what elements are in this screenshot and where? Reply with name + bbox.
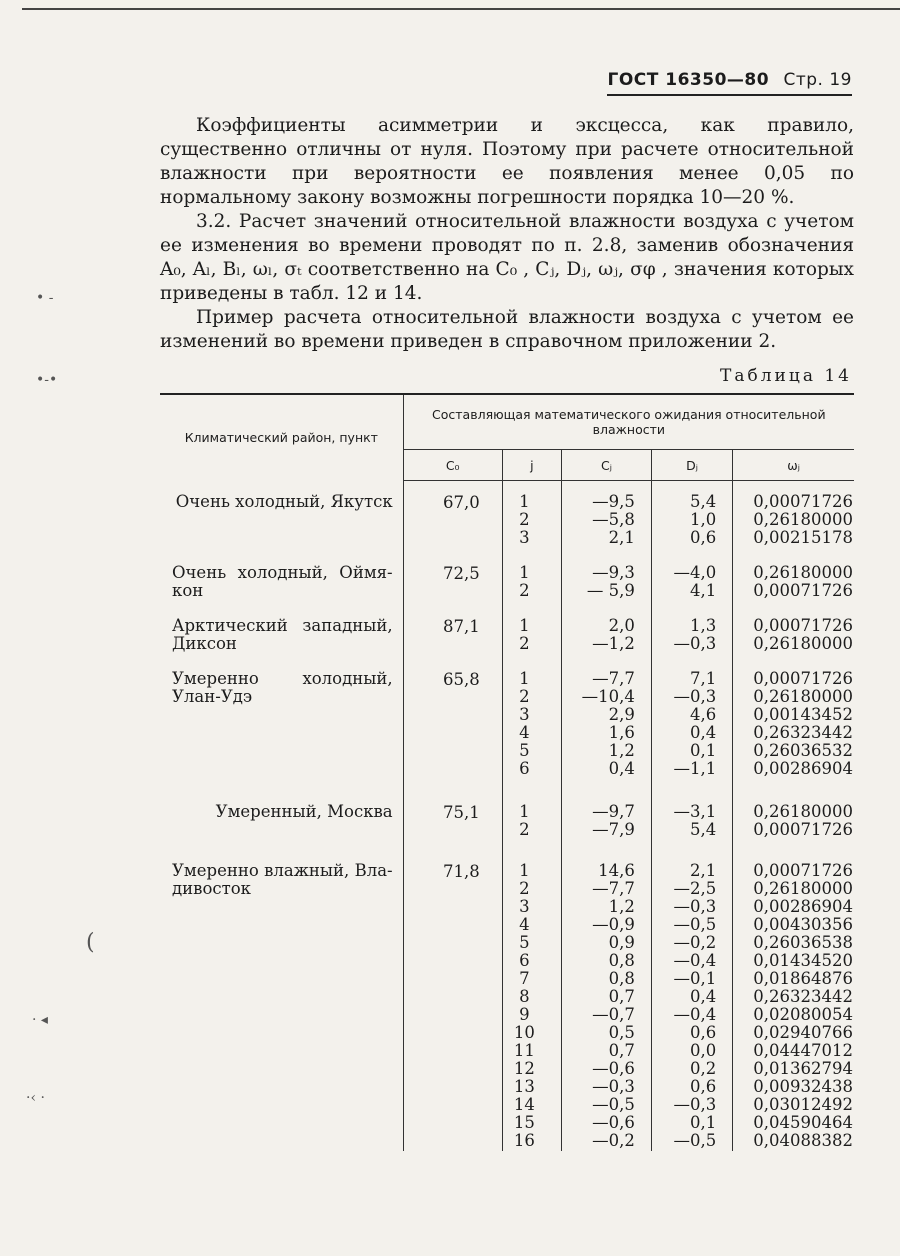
wj-cell [733, 481, 854, 549]
region-name-line-1: Умеренно влажный, Вла- [172, 861, 393, 880]
cj-value: —7,7 [592, 879, 635, 898]
dj-value: —0,3 [673, 1095, 717, 1114]
cj-value: 0,4 [608, 759, 635, 778]
dj-value: —0,5 [673, 915, 717, 934]
wj-value: 0,26036538 [753, 933, 853, 952]
col-header-cj: Cⱼ [562, 450, 652, 481]
region-cell [160, 779, 403, 840]
region-column-header: Климатический район, пункт [160, 394, 403, 481]
cj-value: 0,7 [608, 987, 635, 1006]
j-value: 11 [513, 1041, 535, 1060]
region-name [172, 564, 393, 600]
c0-value: 67,0 [442, 493, 480, 512]
cj-value: —0,6 [592, 1059, 635, 1078]
cj-value: 0,5 [608, 1023, 635, 1042]
col-header-c0: C₀ [403, 450, 502, 481]
c0-cell [403, 779, 502, 840]
j-value: 5 [519, 741, 530, 760]
j-value: 1 [519, 861, 530, 880]
j-value: 2 [519, 581, 530, 600]
j-value: 13 [513, 1077, 535, 1096]
j-cell [502, 654, 561, 779]
wj-value: 0,02940766 [753, 1023, 853, 1042]
dj-value: —0,3 [673, 897, 717, 916]
cj-value: —7,7 [592, 669, 635, 688]
j-value: 4 [519, 723, 530, 742]
dj-value: 5,4 [690, 820, 717, 839]
wj-value: 0,26180000 [753, 879, 853, 898]
dj-value: 0,4 [690, 987, 717, 1006]
cj-value: —0,7 [592, 1005, 635, 1024]
table-row [160, 481, 854, 549]
j-value: 9 [519, 1005, 530, 1024]
cj-cell [562, 481, 652, 549]
j-cell [502, 840, 561, 1151]
dj-value: —0,4 [673, 951, 717, 970]
cj-value: 0,8 [608, 969, 635, 988]
wj-cell [733, 840, 854, 1151]
table-row [160, 779, 854, 840]
region-name [172, 803, 393, 821]
c0-value: 71,8 [442, 862, 480, 881]
dj-value: 7,1 [690, 669, 717, 688]
region-name-line-2: кон [172, 581, 204, 600]
cj-value: —0,9 [592, 915, 635, 934]
wj-value: 0,26180000 [753, 510, 853, 529]
wj-value: 0,00932438 [753, 1077, 853, 1096]
j-value: 8 [519, 987, 530, 1006]
wj-value: 0,26036532 [753, 741, 853, 760]
region-name-line-1: Арктический западный, [172, 616, 393, 635]
table-row [160, 548, 854, 601]
body-text [160, 114, 854, 354]
dj-value: 0,6 [690, 528, 717, 547]
j-value: 10 [513, 1023, 535, 1042]
wj-value: 0,26323442 [753, 987, 853, 1006]
scan-mark: ·‹ · [26, 1090, 45, 1106]
wj-value: 0,04447012 [753, 1041, 853, 1060]
cj-cell [562, 840, 652, 1151]
table-row [160, 601, 854, 654]
region-name-line-1: Очень холодный, Оймя- [172, 563, 393, 582]
wj-value: 0,01434520 [753, 951, 853, 970]
dj-cell [651, 840, 732, 1151]
group-column-header: Составляющая математического ожидания относительной влажности [403, 394, 854, 450]
cj-value: 0,9 [608, 933, 635, 952]
scan-mark: · ◂ [32, 1012, 48, 1028]
page-number: Стр. 19 [783, 70, 852, 90]
dj-cell [651, 779, 732, 840]
wj-value: 0,02080054 [753, 1005, 853, 1024]
wj-cell [733, 548, 854, 601]
j-value: 7 [519, 969, 530, 988]
c0-value: 72,5 [442, 564, 480, 583]
j-value: 1 [519, 669, 530, 688]
region-name-line-1: Умеренно холодный, [172, 669, 393, 688]
region-name [172, 862, 393, 898]
paragraph-1: Коэффициенты асимметрии и эксцесса, как правило, существенно отличны от нуля. Поэтому при расчете относительной влажности при вероятности ее появления менее 0,05 по нормальному закону возможны погрешности порядка 10—20 %. [160, 115, 854, 208]
cj-value: 1,6 [608, 723, 635, 742]
wj-value: 0,00071726 [753, 820, 853, 839]
j-value: 2 [519, 510, 530, 529]
j-value: 3 [519, 705, 530, 724]
wj-value: 0,00286904 [753, 897, 853, 916]
c0-cell [403, 601, 502, 654]
j-cell [502, 601, 561, 654]
cj-value: — 5,9 [586, 581, 635, 600]
region-cell [160, 481, 403, 549]
wj-value: 0,00071726 [753, 492, 853, 511]
scan-mark: ( [86, 930, 95, 955]
region-cell [160, 548, 403, 601]
wj-cell [733, 601, 854, 654]
wj-value: 0,03012492 [753, 1095, 853, 1114]
table-row [160, 654, 854, 779]
dj-cell [651, 481, 732, 549]
scan-mark: • - [36, 290, 54, 306]
wj-value: 0,26180000 [753, 634, 853, 653]
wj-value: 0,26323442 [753, 723, 853, 742]
region-cell [160, 840, 403, 1151]
wj-cell [733, 654, 854, 779]
cj-value: —1,2 [592, 634, 635, 653]
table-body [160, 481, 854, 1152]
cj-value: —5,8 [592, 510, 635, 529]
j-value: 5 [519, 933, 530, 952]
wj-value: 0,26180000 [753, 563, 853, 582]
wj-cell [733, 779, 854, 840]
dj-value: —0,1 [673, 969, 717, 988]
wj-value: 0,04590464 [753, 1113, 853, 1132]
table-row [160, 840, 854, 1151]
cj-value: —0,2 [592, 1131, 635, 1150]
dj-value: —0,2 [673, 933, 717, 952]
cj-value: 2,9 [608, 705, 635, 724]
wj-value: 0,01864876 [753, 969, 853, 988]
j-cell [502, 779, 561, 840]
dj-value: —2,5 [673, 879, 717, 898]
dj-value: 0,6 [690, 1023, 717, 1042]
region-name-line-1: Умеренный, Москва [215, 802, 393, 821]
dj-value: —0,5 [673, 1131, 717, 1150]
paragraph-3: Пример расчета относительной влажности воздуха с учетом ее изменений во времени приведен в справочном приложении 2. [160, 307, 854, 352]
c0-value: 75,1 [442, 803, 480, 822]
j-value: 4 [519, 915, 530, 934]
region-name-line-2: Диксон [172, 634, 237, 653]
wj-value: 0,26180000 [753, 802, 853, 821]
wj-value: 0,04088382 [753, 1131, 853, 1150]
region-cell [160, 601, 403, 654]
paragraph-2: 3.2. Расчет значений относительной влажности воздуха с учетом ее изменения во времени проводят по п. 2.8, заменив обозначения A₀, Aₗ, Bₗ, ωₗ, σₜ соответственно на C₀ , Cⱼ, Dⱼ, ωⱼ, σφ , значения которых приведены в табл. 12 и 14. [160, 211, 854, 304]
dj-value: 0,1 [690, 741, 717, 760]
j-value: 12 [513, 1059, 535, 1078]
cj-value: 1,2 [608, 897, 635, 916]
cj-value: 2,1 [608, 528, 635, 547]
standard-number: ГОСТ 16350—80 [607, 70, 770, 90]
col-header-j: j [502, 450, 561, 481]
dj-value: 1,3 [690, 616, 717, 635]
dj-value: —0,4 [673, 1005, 717, 1024]
region-name-line-2: дивосток [172, 879, 251, 898]
c0-cell [403, 481, 502, 549]
j-value: 16 [513, 1131, 535, 1150]
dj-value: 0,4 [690, 723, 717, 742]
dj-cell [651, 601, 732, 654]
c0-cell [403, 654, 502, 779]
c0-value: 65,8 [442, 670, 480, 689]
top-rule [22, 8, 900, 10]
dj-value: 0,1 [690, 1113, 717, 1132]
dj-value: 4,6 [690, 705, 717, 724]
j-value: 1 [519, 802, 530, 821]
region-name-line-1: Очень холодный, Якутск [175, 491, 393, 511]
region-name [172, 670, 393, 706]
cj-value: 14,6 [598, 861, 635, 880]
col-header-wj: ωⱼ [733, 450, 854, 481]
cj-value: —9,7 [592, 802, 635, 821]
dj-value: 0,0 [690, 1041, 717, 1060]
region-cell [160, 654, 403, 779]
cj-cell [562, 601, 652, 654]
j-value: 2 [519, 879, 530, 898]
cj-value: —0,5 [592, 1095, 635, 1114]
j-value: 3 [519, 528, 530, 547]
dj-value: —0,3 [673, 687, 717, 706]
dj-value: 2,1 [690, 861, 717, 880]
j-value: 1 [519, 616, 530, 635]
j-value: 1 [519, 563, 530, 582]
cj-value: —0,6 [592, 1113, 635, 1132]
dj-value: —4,0 [673, 563, 717, 582]
j-cell [502, 481, 561, 549]
scan-mark: •-• [36, 372, 58, 388]
j-value: 3 [519, 897, 530, 916]
j-value: 2 [519, 634, 530, 653]
wj-value: 0,00215178 [753, 528, 853, 547]
cj-value: —0,3 [592, 1077, 635, 1096]
wj-value: 0,00071726 [753, 669, 853, 688]
region-name [172, 617, 393, 653]
cj-cell [562, 548, 652, 601]
cj-value: 0,8 [608, 951, 635, 970]
j-value: 6 [519, 951, 530, 970]
j-value: 2 [519, 820, 530, 839]
wj-value: 0,00071726 [753, 581, 853, 600]
dj-value: 1,0 [690, 510, 717, 529]
j-value: 15 [513, 1113, 535, 1132]
cj-cell [562, 654, 652, 779]
dj-value: 0,6 [690, 1077, 717, 1096]
table-caption: Таблица 14 [720, 366, 852, 386]
cj-value: —7,9 [592, 820, 635, 839]
dj-value: —0,3 [673, 634, 717, 653]
table-14 [160, 393, 854, 1151]
c0-cell [403, 548, 502, 601]
j-cell [502, 548, 561, 601]
wj-value: 0,00143452 [753, 705, 853, 724]
dj-value: 0,2 [690, 1059, 717, 1078]
page-header [607, 70, 852, 96]
wj-value: 0,00071726 [753, 616, 853, 635]
wj-value: 0,26180000 [753, 687, 853, 706]
j-value: 6 [519, 759, 530, 778]
col-header-dj: Dⱼ [651, 450, 732, 481]
wj-value: 0,01362794 [753, 1059, 853, 1078]
c0-cell [403, 840, 502, 1151]
j-value: 1 [519, 492, 530, 511]
dj-value: 4,1 [690, 581, 717, 600]
dj-value: —1,1 [673, 759, 717, 778]
cj-value: 2,0 [608, 616, 635, 635]
cj-value: —10,4 [581, 687, 635, 706]
dj-value: —3,1 [673, 802, 717, 821]
cj-cell [562, 779, 652, 840]
wj-value: 0,00430356 [753, 915, 853, 934]
cj-value: 0,7 [608, 1041, 635, 1060]
region-name-line-2: Улан-Удэ [172, 687, 253, 706]
dj-value: 5,4 [690, 492, 717, 511]
dj-cell [651, 654, 732, 779]
dj-cell [651, 548, 732, 601]
wj-value: 0,00071726 [753, 861, 853, 880]
wj-value: 0,00286904 [753, 759, 853, 778]
cj-value: —9,5 [592, 492, 635, 511]
j-value: 2 [519, 687, 530, 706]
j-value: 14 [513, 1095, 535, 1114]
cj-value: 1,2 [608, 741, 635, 760]
cj-value: —9,3 [592, 563, 635, 582]
region-name [172, 493, 393, 511]
c0-value: 87,1 [442, 617, 480, 636]
